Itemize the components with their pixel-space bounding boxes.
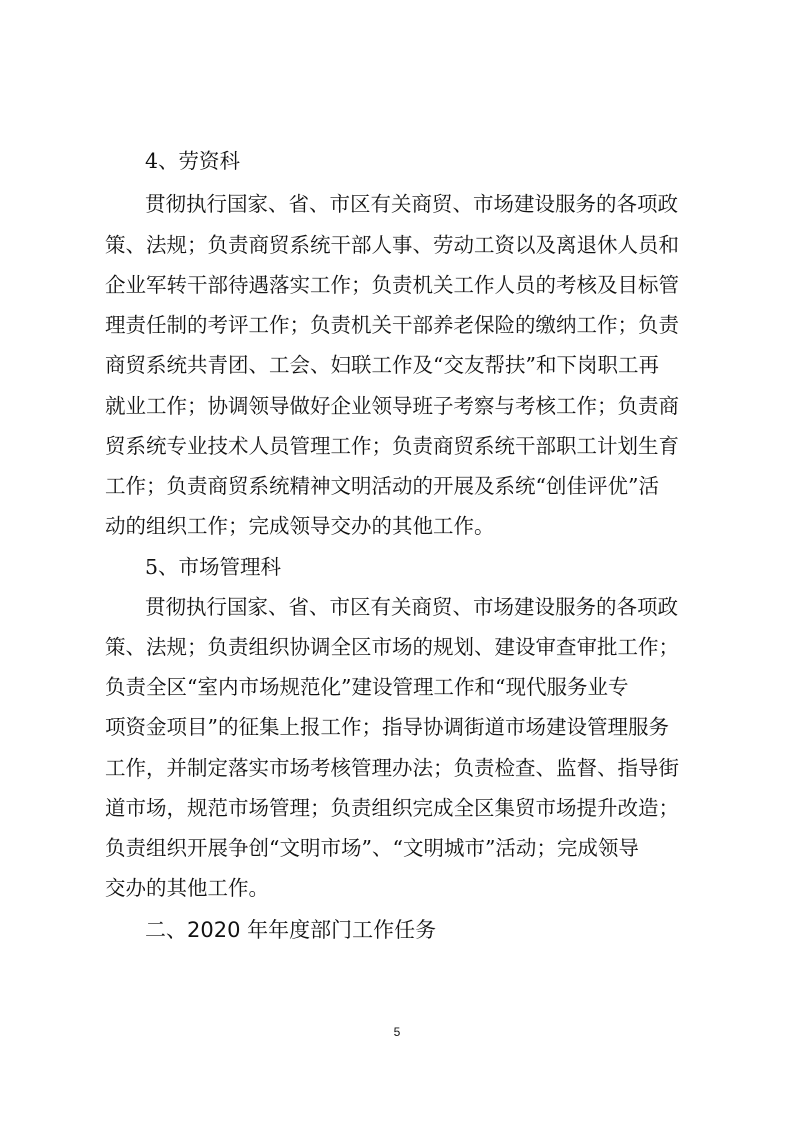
section-5-line-1: 贯彻执行国家、省、市区有关商贸、市场建设服务的各项政	[145, 595, 678, 619]
section-4-line-8: 工作；负责商贸系统精神文明活动的开展及系统“创佳评优”活	[105, 474, 659, 498]
section-5-line-2: 策、法规；负责组织协调全区市场的规划、建设审查审批工作；	[105, 635, 679, 659]
page-number: 5	[393, 1025, 401, 1039]
section-5-line-7: 负责组织开展争创“文明市场”、“文明城市”活动；完成领导	[105, 836, 639, 860]
section-5-line-4: 项资金项目”的征集上报工作；指导协调街道市场建设管理服务	[105, 715, 669, 739]
section-4-line-9: 动的组织工作；完成领导交办的其他工作。	[105, 514, 495, 538]
section-4-heading: 4、劳资科	[145, 149, 241, 173]
section-5-line-6: 道市场，规范市场管理；负责组织完成全区集贸市场提升改造；	[105, 796, 679, 820]
section-5-line-5: 工作，并制定落实市场考核管理办法；负责检查、监督、指导街	[105, 756, 679, 780]
section-4-line-5: 商贸系统共青团、工会、妇联工作及“交友帮扶”和下岗职工再	[105, 353, 659, 377]
section-5-heading: 5、市场管理科	[145, 555, 282, 579]
section-2-heading: 二、2020 年年度部门工作任务	[145, 918, 437, 942]
section-4-line-1: 贯彻执行国家、省、市区有关商贸、市场建设服务的各项政	[145, 192, 678, 216]
section-5-line-3: 负责全区“室内市场规范化”建设管理工作和“现代服务业专	[105, 675, 629, 699]
section-4-line-2: 策、法规；负责商贸系统干部人事、劳动工资以及离退休人员和	[105, 233, 679, 257]
section-4-line-4: 理责任制的考评工作；负责机关干部养老保险的缴纳工作；负责	[105, 313, 679, 337]
section-5-line-8: 交办的其他工作。	[105, 876, 269, 900]
section-4-line-7: 贸系统专业技术人员管理工作；负责商贸系统干部职工计划生育	[105, 434, 679, 458]
section-4-line-3: 企业军转干部待遇落实工作；负责机关工作人员的考核及目标管	[105, 273, 679, 297]
section-4-line-6: 就业工作；协调领导做好企业领导班子考察与考核工作；负责商	[105, 394, 679, 418]
